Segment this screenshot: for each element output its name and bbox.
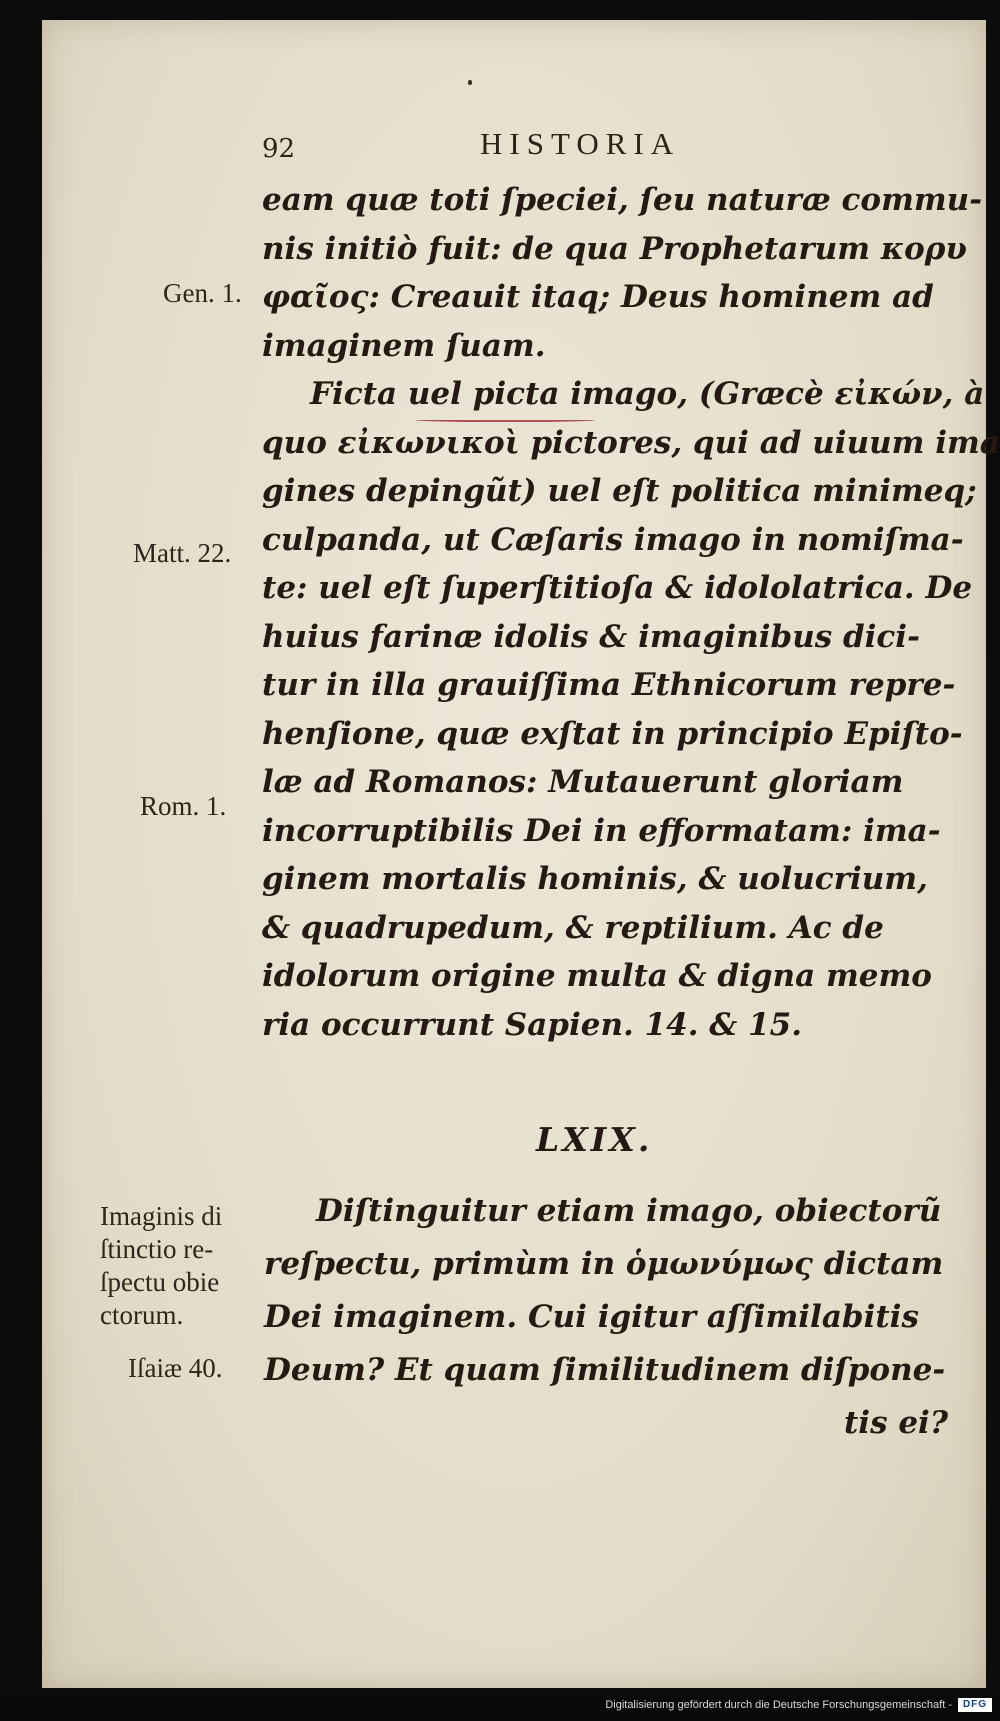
margin-note-rom: Rom. 1. — [140, 791, 227, 821]
margin-note-matt: Matt. 22. — [133, 538, 232, 568]
page-number: 92 — [262, 134, 296, 164]
text-line: Deum? Et quam ſimilitudinem diſpone- — [264, 1352, 946, 1388]
text-line: & quadrupedum, & reptilium. Ac de — [262, 909, 884, 946]
section-number: LXIX. — [536, 1120, 653, 1159]
text-line: imaginem ſuam. — [262, 327, 546, 364]
ink-dot — [468, 80, 472, 85]
text-line: incorruptibilis Dei in efformatam: ima- — [262, 812, 941, 849]
text-line: culpanda, ut Cæſaris imago in nomiſma- — [262, 521, 964, 558]
margin-note-imaginis — [100, 1200, 260, 1332]
text-line: tis ei? — [843, 1405, 948, 1441]
margin-note-gen: Gen. 1. — [163, 278, 242, 308]
dfg-logo: DFG — [958, 1698, 992, 1712]
text-line: ginem mortalis hominis, & uolucrium, — [262, 861, 928, 897]
running-head: HISTORIA — [480, 126, 681, 161]
text-line: nis initiò fuit: de qua Prophetarum κορυ — [262, 230, 967, 267]
text-line: gines depingũt) uel eſt politica minimeq; — [262, 473, 977, 509]
text-line: tur in illa grauiſſima Ethnicorum repre- — [262, 667, 956, 703]
text-line: te: uel eſt ſuperſtitioſa & idololatrica. De — [262, 570, 973, 606]
text-line: Ficta uel picta imago, (Græcè εἰκών, à — [310, 376, 985, 412]
text-line: ria occurrunt Sapien. 14. & 15. — [262, 1006, 803, 1043]
text-line: Dei imaginem. Cui igitur aſſimilabitis — [264, 1299, 919, 1335]
margin-line: ſtinctio re- — [100, 1234, 214, 1264]
text-block-main — [262, 176, 1000, 1049]
text-line: Diſtinguitur etiam imago, obiectorũ — [316, 1193, 942, 1229]
footer-credit: Digitalisierung gefördert durch die Deutsche Forschungsgemeinschaft - — [605, 1699, 952, 1711]
text-line: φαῖος: Creauit itaq; Deus hominem ad — [262, 279, 934, 315]
margin-note-isaiae: Iſaiæ 40. — [128, 1353, 223, 1383]
text-block-section — [264, 1185, 948, 1450]
margin-line: Imaginis di — [100, 1201, 223, 1231]
text-line: henſione, quæ exſtat in principio Epiſto- — [262, 715, 963, 752]
text-line: huius farinæ idolis & imaginibus dici- — [262, 618, 920, 655]
text-line: quo εἰκωνικοὶ pictores, qui ad uiuum ima — [262, 424, 1000, 461]
margin-line: ſpectu obie — [100, 1267, 220, 1297]
text-line: idolorum origine multa & digna memo — [262, 958, 932, 994]
margin-line: ctorum. — [100, 1300, 184, 1330]
text-line: læ ad Romanos: Mutauerunt gloriam — [262, 764, 904, 800]
text-line: reſpectu, primùm in ὁμωνύμως dictam — [264, 1246, 944, 1282]
text-line: eam quæ toti ſpeciei, ſeu naturæ commu- — [262, 182, 983, 218]
